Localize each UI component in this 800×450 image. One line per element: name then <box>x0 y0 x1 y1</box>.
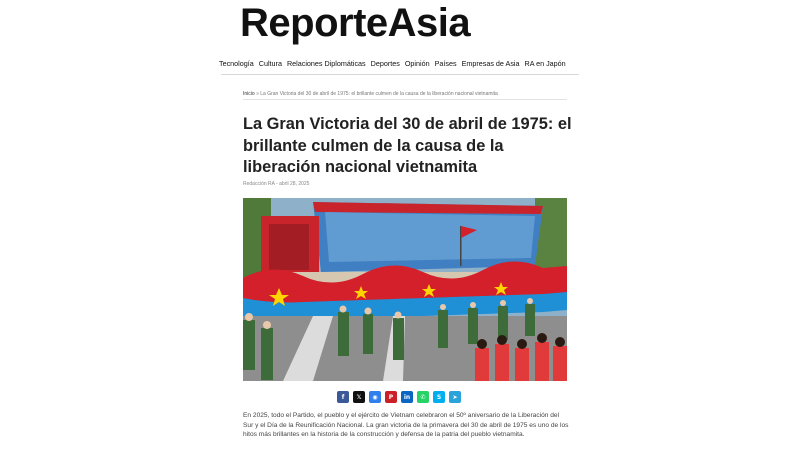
nav-item-cultura[interactable]: Cultura <box>258 59 282 68</box>
nav-divider <box>221 74 579 75</box>
breadcrumb-separator: » <box>256 91 259 97</box>
article-paragraph: En 2025, todo el Partido, el pueblo y el ejército de Vietnam celebraron el 50º aniversario de la Liberación del Sur y el Día de la Reunificación Nacional. La gran victoria de la primavera del 30 de abril de 1975 es uno de los hitos más brillantes en la historia de la construcción y defensa de la patria del pueblo vietnamita. <box>243 412 569 439</box>
article-date: abril 28, 2025 <box>279 181 310 187</box>
parade-photo <box>243 198 567 381</box>
nav-item-paises[interactable]: Países <box>434 59 457 68</box>
breadcrumb-current: La Gran Victoria del 30 de abril de 1975: el brillante culmen de la causa de la liberación nacional vietnamita <box>260 91 498 97</box>
breadcrumb-home-link[interactable]: Inicio <box>243 91 255 97</box>
nav-item-tecnologia[interactable]: Tecnología <box>219 59 254 68</box>
skype-icon[interactable]: S <box>433 391 445 403</box>
article-byline <box>243 181 309 187</box>
facebook-icon[interactable]: f <box>337 391 349 403</box>
article-title: La Gran Victoria del 30 de abril de 1975: el brillante culmen de la causa de la liberación nacional vietnamita <box>243 115 572 176</box>
messenger-icon[interactable]: ◉ <box>369 391 381 403</box>
whatsapp-icon[interactable]: ✆ <box>417 391 429 403</box>
article-author-link[interactable]: Redacción RA <box>243 181 275 187</box>
nav-item-deportes[interactable]: Deportes <box>370 59 400 68</box>
telegram-icon[interactable]: ➤ <box>449 391 461 403</box>
main-nav <box>219 59 581 68</box>
x-icon[interactable]: 𝕏 <box>353 391 365 403</box>
share-bar <box>337 391 461 403</box>
nav-item-opinion[interactable]: Opinión <box>404 59 430 68</box>
nav-item-ra-en-japon[interactable]: RA en Japón <box>524 59 566 68</box>
nav-item-relaciones-diplomaticas[interactable]: Relaciones Diplomáticas <box>286 59 366 68</box>
breadcrumb <box>243 91 498 97</box>
pinterest-icon[interactable]: P <box>385 391 397 403</box>
site-logo[interactable]: ReporteAsia <box>240 1 471 45</box>
linkedin-icon[interactable]: in <box>401 391 413 403</box>
byline-separator: - <box>276 181 278 187</box>
breadcrumb-divider <box>243 99 567 100</box>
nav-item-empresas-de-asia[interactable]: Empresas de Asia <box>461 59 520 68</box>
article-hero-image <box>243 198 567 381</box>
